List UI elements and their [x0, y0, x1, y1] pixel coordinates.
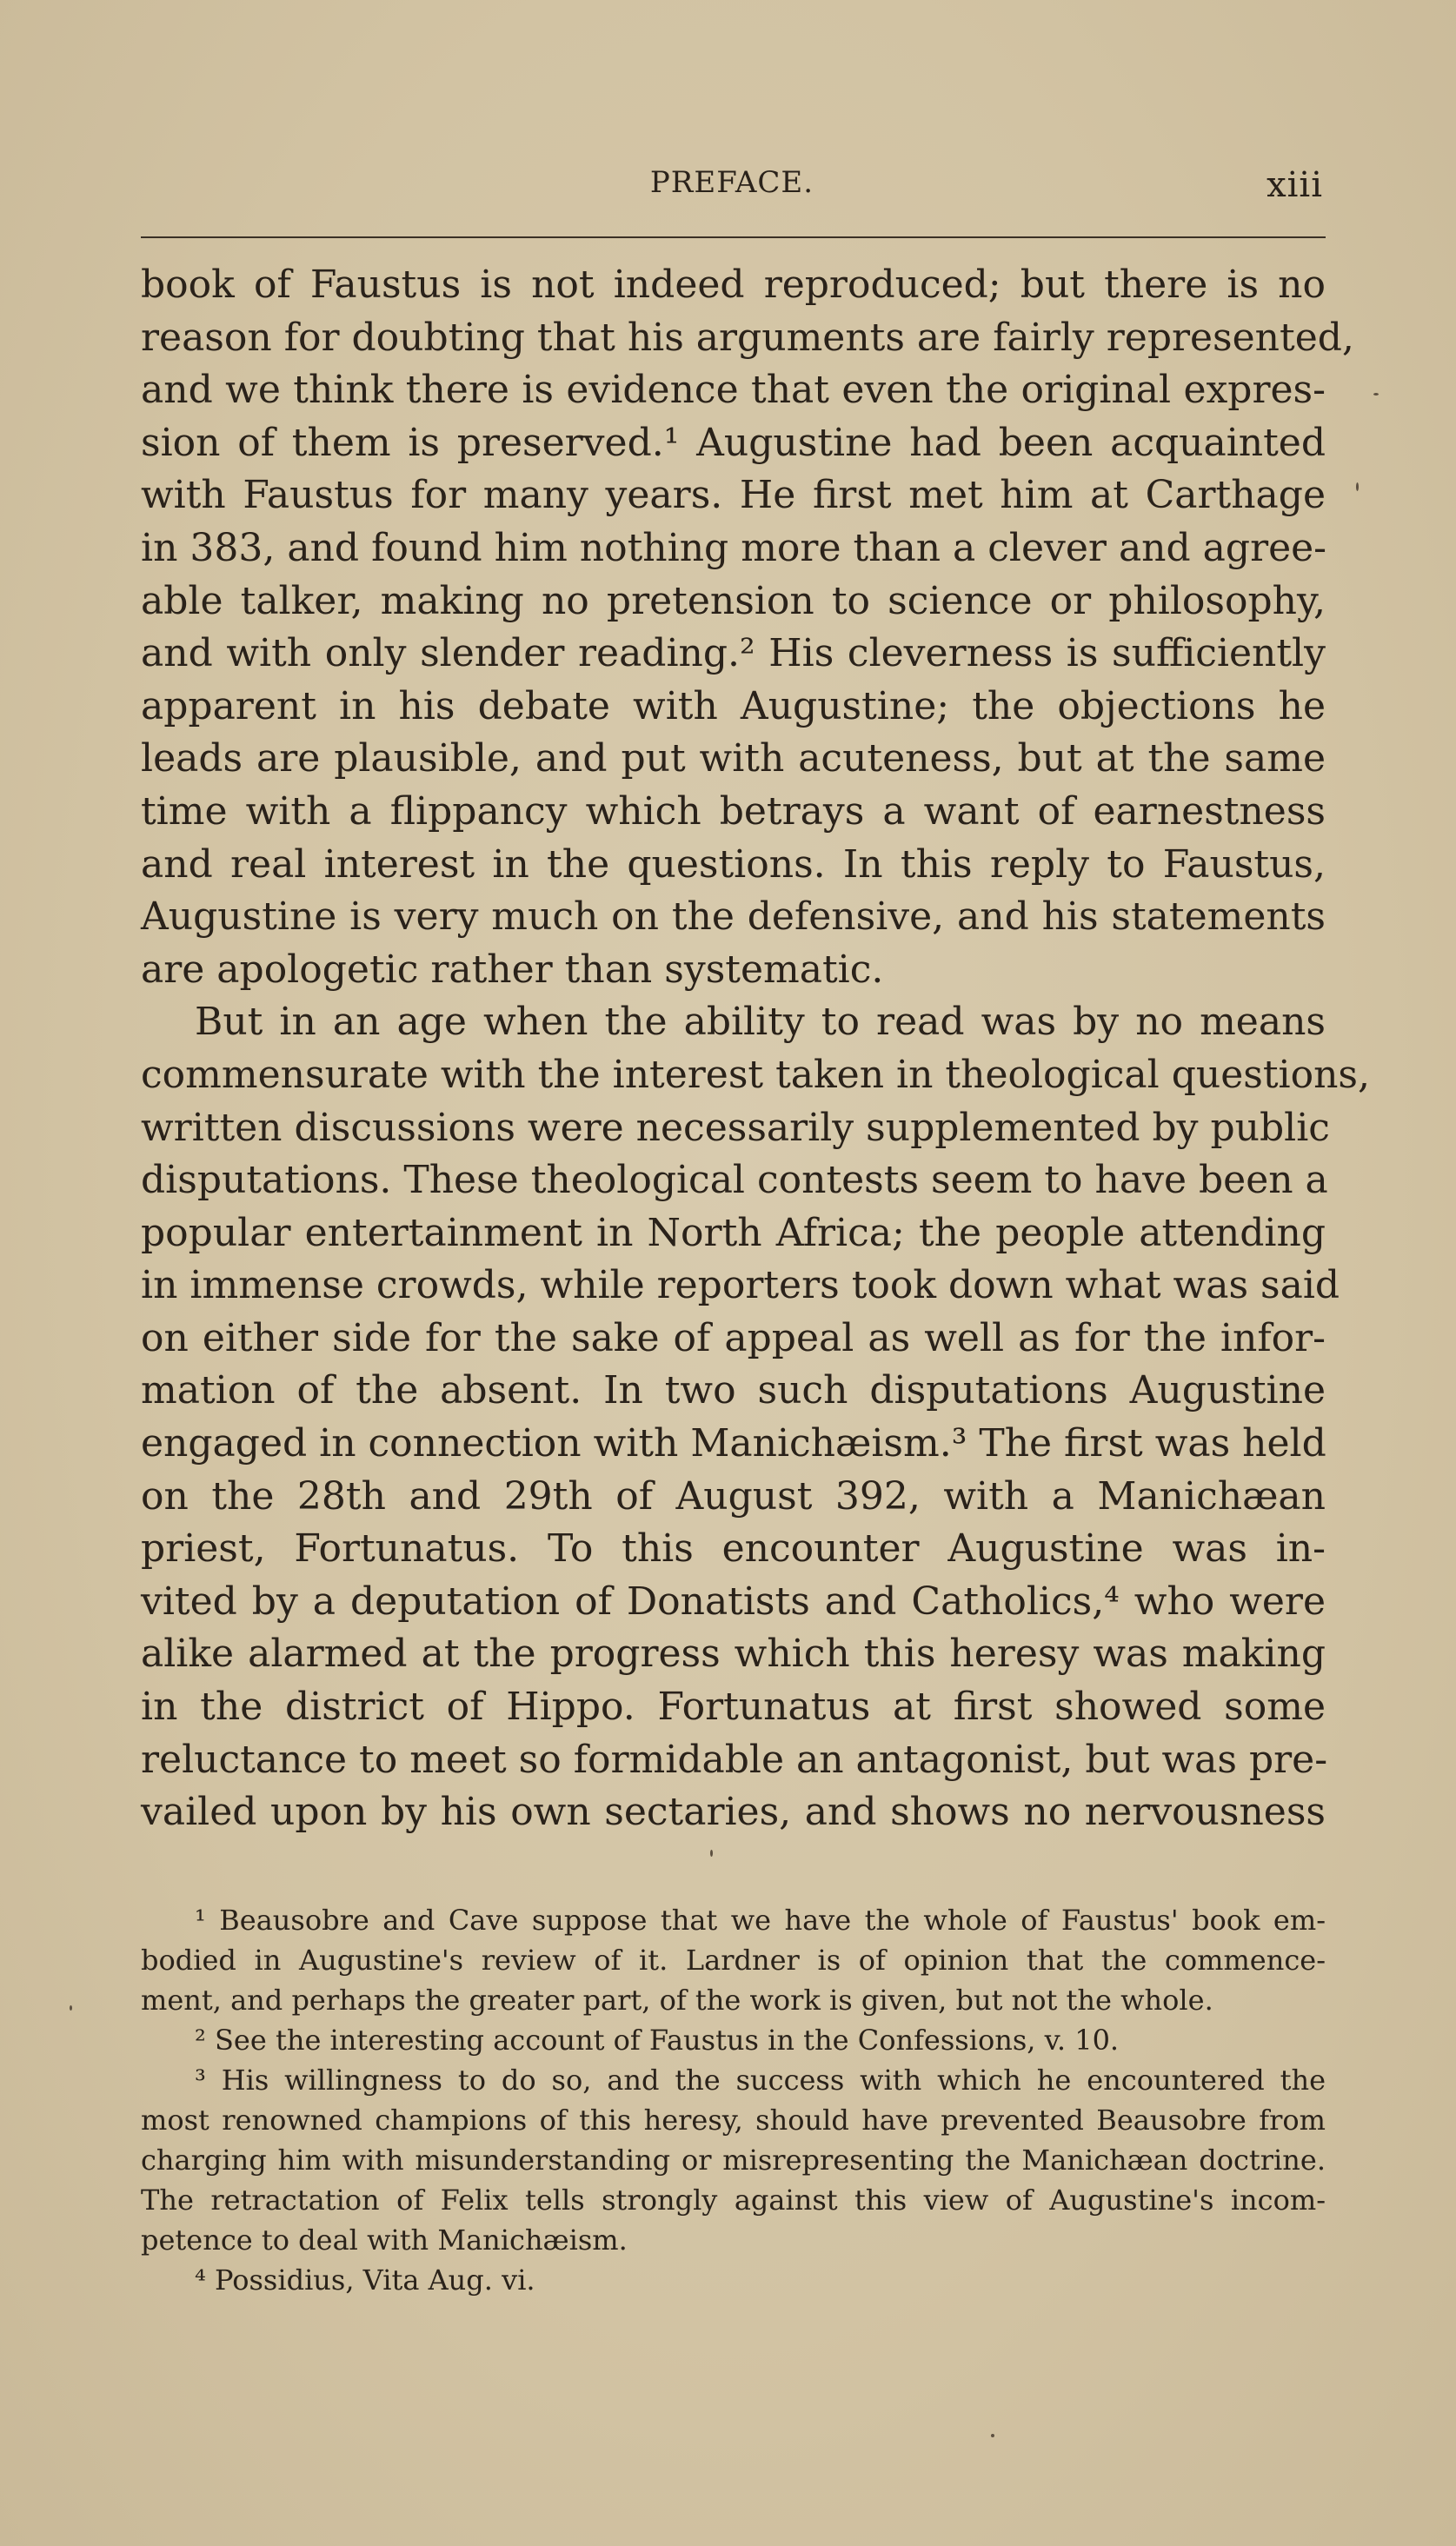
- paper-speck: [1373, 393, 1379, 396]
- text-line: commensurate with the interest taken in theological questions,: [141, 1052, 1370, 1097]
- paper-speck: [710, 1850, 713, 1857]
- text-line: and we think there is evidence that even the original expres-: [141, 368, 1326, 413]
- footnote-3-line: ³ His willingness to do so, and the success with which he encountered the: [195, 2064, 1326, 2097]
- footnote-1-line: ¹ Beausobre and Cave suppose that we have the whole of Faustus' book em-: [195, 1904, 1326, 1937]
- text-line: apparent in his debate with Augustine; the objections he: [141, 683, 1326, 728]
- text-line: alike alarmed at the progress which this heresy was making: [141, 1632, 1326, 1677]
- running-head: PREFACE.: [649, 165, 814, 200]
- footnote-3-line: The retractation of Felix tells strongly against this view of Augustine's incom-: [141, 2184, 1326, 2217]
- paper-speck: [70, 2005, 72, 2011]
- paragraph-start-line: But in an age when the ability to read was by no means: [195, 1000, 1326, 1045]
- text-line: leads are plausible, and put with acuteness, but at the same: [141, 736, 1326, 781]
- text-line: time with a flippancy which betrays a want of earnestness: [141, 788, 1326, 834]
- text-line: and real interest in the questions. In this reply to Faustus,: [141, 841, 1326, 887]
- text-line: able talker, making no pretension to science or philosophy,: [141, 578, 1326, 623]
- footnote-1-line: bodied in Augustine's review of it. Lardner is of opinion that the commence-: [141, 1944, 1326, 1977]
- text-line: priest, Fortunatus. To this encounter Augustine was in-: [141, 1526, 1326, 1572]
- text-line: popular entertainment in North Africa; the people attending: [141, 1210, 1326, 1255]
- text-line: book of Faustus is not indeed reproduced; but there is no: [141, 263, 1326, 307]
- text-line: sion of them is preserved.¹ Augustine had been acquainted: [141, 420, 1326, 465]
- text-line: vited by a deputation of Donatists and Catholics,⁴ who were: [141, 1579, 1326, 1624]
- text-line: are apologetic rather than systematic.: [141, 947, 884, 992]
- text-line: on the 28th and 29th of August 392, with a Manichæan: [141, 1473, 1326, 1519]
- paper-speck: [991, 2434, 994, 2437]
- footnote-1-line: ment, and perhaps the greater part, of the work is given, but not the whole.: [141, 1984, 1213, 2017]
- footnote-3-line: most renowned champions of this heresy, should have prevented Beausobre from: [141, 2104, 1326, 2137]
- paper-speck: [1356, 482, 1359, 491]
- text-line: with Faustus for many years. He first met him at Carthage: [141, 473, 1326, 518]
- footnote-3-line: charging him with misunderstanding or misrepresenting the Manichæan doctrine.: [141, 2144, 1326, 2177]
- footnote-3-line: petence to deal with Manichæism.: [141, 2224, 628, 2257]
- text-line: disputations. These theological contests seem to have been a: [141, 1158, 1328, 1203]
- text-line: mation of the absent. In two such disputations Augustine: [141, 1368, 1326, 1413]
- text-line: reason for doubting that his arguments are fairly represented,: [141, 315, 1354, 360]
- text-line: vailed upon by his own sectaries, and shows no nervousness: [141, 1790, 1326, 1835]
- footnotes: [141, 1900, 1326, 2300]
- footnote-4-line: ⁴ Possidius, Vita Aug. vi.: [195, 2263, 535, 2297]
- page-header: [141, 165, 1323, 209]
- text-line: in the district of Hippo. Fortunatus at first showed some: [141, 1685, 1326, 1730]
- text-line: Augustine is very much on the defensive, and his statements: [141, 894, 1326, 940]
- footnote-2-line: ² See the interesting account of Faustus in the Confessions, v. 10.: [195, 2024, 1120, 2057]
- text-line: in 383, and found him nothing more than a clever and agree-: [141, 525, 1327, 570]
- page-number: xiii: [1267, 165, 1323, 205]
- text-line: in immense crowds, while reporters took down what was said: [141, 1263, 1340, 1308]
- text-line: written discussions were necessarily supplemented by public: [141, 1105, 1330, 1150]
- text-line: reluctance to meet so formidable an antagonist, but was pre-: [141, 1737, 1328, 1782]
- header-rule: [141, 236, 1326, 238]
- main-text: [141, 259, 1370, 1839]
- text-line: on either side for the sake of appeal as well as for the infor-: [141, 1315, 1326, 1360]
- text-line: engaged in connection with Manichæism.³ The first was held: [141, 1421, 1326, 1466]
- text-line: and with only slender reading.² His cleverness is sufficiently: [141, 631, 1326, 676]
